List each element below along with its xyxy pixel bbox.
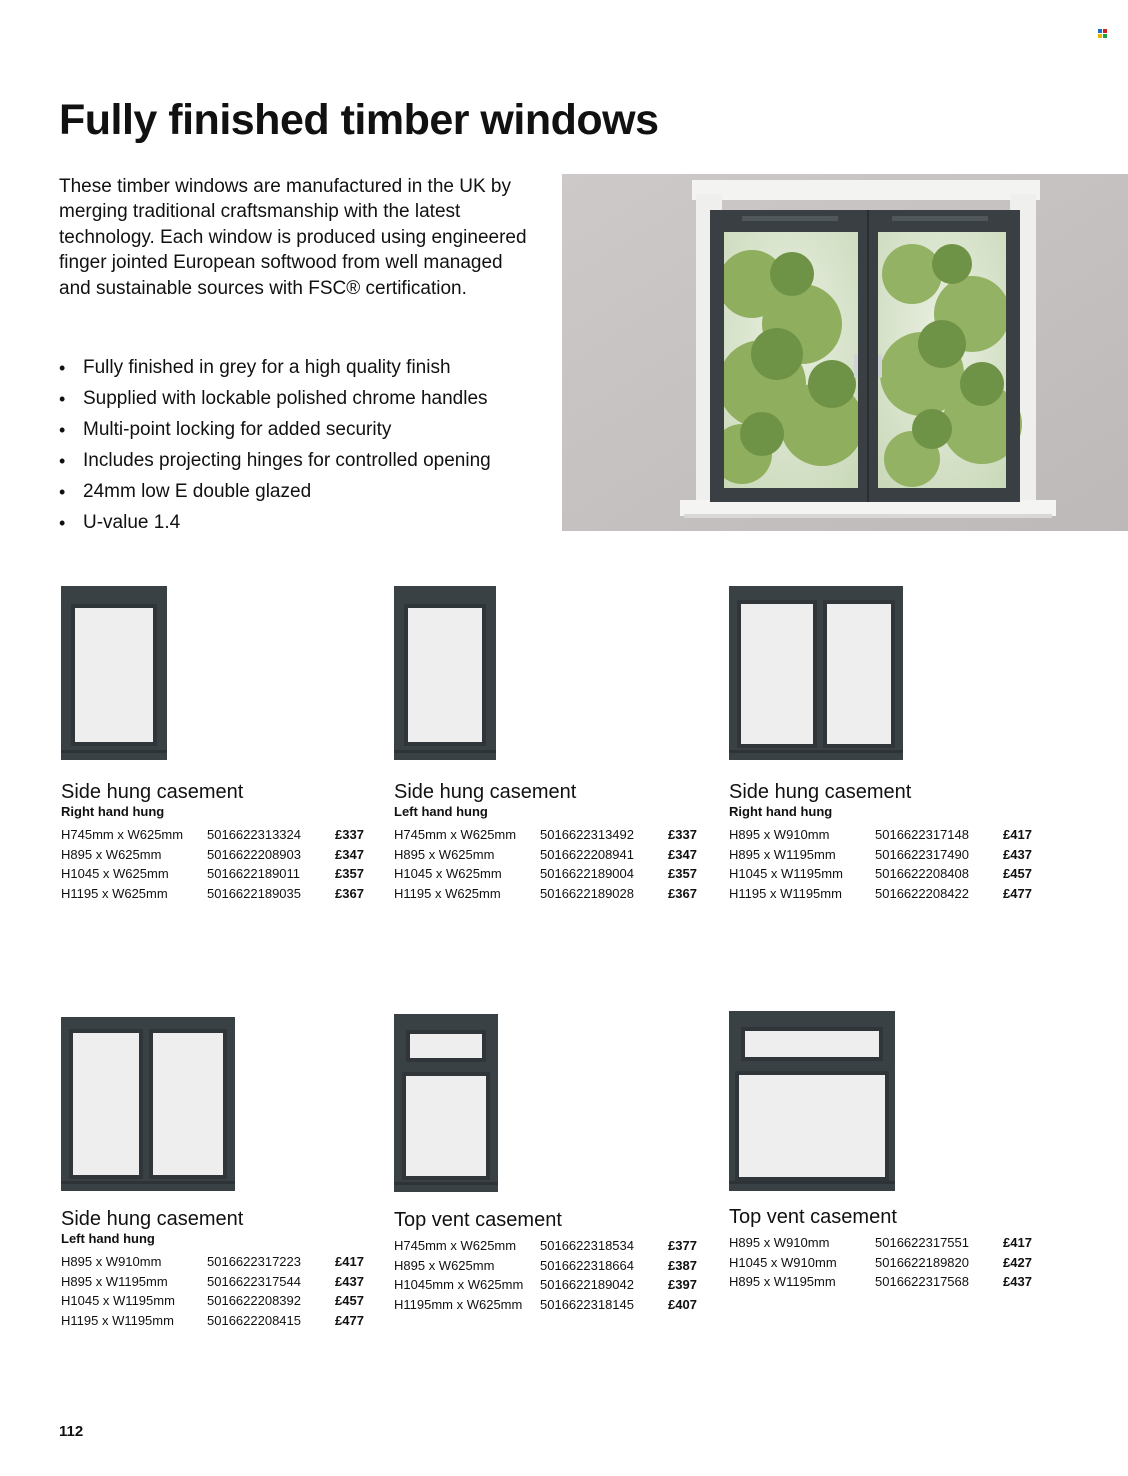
spec-table xyxy=(729,825,1032,903)
spec-table xyxy=(394,825,697,903)
price-cell: £417 xyxy=(1003,827,1032,843)
table-row xyxy=(61,1272,364,1292)
price-cell: £477 xyxy=(335,1312,364,1328)
product-side-hung-left-single xyxy=(394,586,724,903)
size-cell: H895 x W625mm xyxy=(394,846,495,862)
table-row xyxy=(394,1295,697,1315)
table-row xyxy=(729,1253,1032,1273)
product-name: Top vent casement xyxy=(394,1209,562,1231)
corner-color-mark xyxy=(1098,29,1107,38)
product-name: Side hung casement xyxy=(61,781,244,803)
table-row xyxy=(394,845,697,865)
size-cell: H1195 x W1195mm xyxy=(729,885,842,901)
spec-table xyxy=(61,1252,364,1330)
price-cell: £407 xyxy=(668,1296,697,1312)
product-top-vent-double xyxy=(729,1011,1059,1292)
code-cell: 5016622189042 xyxy=(540,1277,634,1293)
code-cell: 5016622318145 xyxy=(540,1296,634,1312)
product-top-vent-single xyxy=(394,1014,724,1314)
table-row xyxy=(394,1236,697,1256)
code-cell: 5016622317490 xyxy=(875,846,969,862)
code-cell: 5016622317544 xyxy=(207,1273,301,1289)
price-cell: £347 xyxy=(668,846,697,862)
price-cell: £417 xyxy=(1003,1235,1032,1251)
price-cell: £417 xyxy=(335,1254,364,1270)
price-cell: £477 xyxy=(1003,885,1032,901)
size-cell: H1045 x W910mm xyxy=(729,1254,837,1270)
page-number: 112 xyxy=(59,1423,84,1440)
size-cell: H895 x W1195mm xyxy=(729,846,836,862)
size-cell: H895 x W910mm xyxy=(729,1235,830,1251)
price-cell: £457 xyxy=(1003,866,1032,882)
price-cell: £337 xyxy=(668,827,697,843)
product-subtitle: Right hand hung xyxy=(729,804,833,819)
table-row xyxy=(61,1252,364,1272)
price-cell: £357 xyxy=(335,866,364,882)
table-row xyxy=(729,864,1032,884)
table-row xyxy=(394,864,697,884)
feature-item: • Supplied with lockable polished chrome handles xyxy=(59,385,491,416)
single-pane-window-icon xyxy=(394,586,498,762)
code-cell: 5016622317148 xyxy=(875,827,969,843)
top-vent-window-icon xyxy=(729,1011,897,1193)
feature-item: • Multi-point locking for added security xyxy=(59,416,491,447)
product-subtitle: Right hand hung xyxy=(61,804,165,819)
page-title: Fully finished timber windows xyxy=(59,96,659,144)
single-pane-window-icon xyxy=(61,586,169,762)
size-cell: H745mm x W625mm xyxy=(394,1238,517,1254)
size-cell: H1045 x W625mm xyxy=(394,866,502,882)
size-cell: H1045mm x W625mm xyxy=(394,1277,524,1293)
table-row xyxy=(394,1256,697,1276)
size-cell: H1045 x W625mm xyxy=(61,866,169,882)
product-name: Side hung casement xyxy=(394,781,577,803)
price-cell: £337 xyxy=(335,827,364,843)
code-cell: 5016622189011 xyxy=(207,866,301,882)
feature-item: • 24mm low E double glazed xyxy=(59,478,491,509)
table-row xyxy=(729,845,1032,865)
product-side-hung-right-double xyxy=(729,586,1059,903)
feature-item: • Includes projecting hinges for controlled opening xyxy=(59,447,491,478)
price-cell: £457 xyxy=(335,1293,364,1309)
product-name: Side hung casement xyxy=(61,1208,244,1230)
feature-item: • U-value 1.4 xyxy=(59,509,491,540)
size-cell: H895 x W625mm xyxy=(61,846,162,862)
code-cell: 5016622317568 xyxy=(875,1274,969,1290)
product-subtitle: Left hand hung xyxy=(394,804,488,819)
table-row xyxy=(394,884,697,904)
table-row xyxy=(394,1275,697,1295)
price-cell: £437 xyxy=(335,1273,364,1289)
price-cell: £437 xyxy=(1003,846,1032,862)
table-row xyxy=(61,825,364,845)
code-cell: 5016622208422 xyxy=(875,885,969,901)
size-cell: H1045 x W1195mm xyxy=(729,866,843,882)
size-cell: H895 x W1195mm xyxy=(729,1274,836,1290)
feature-list xyxy=(59,354,491,540)
code-cell: 5016622317223 xyxy=(207,1254,301,1270)
product-subtitle: Left hand hung xyxy=(61,1231,155,1246)
code-cell: 5016622189820 xyxy=(875,1254,969,1270)
code-cell: 5016622317551 xyxy=(875,1235,969,1251)
table-row xyxy=(61,845,364,865)
size-cell: H1195 x W625mm xyxy=(394,885,501,901)
code-cell: 5016622189028 xyxy=(540,885,634,901)
code-cell: 5016622313324 xyxy=(207,827,301,843)
table-row xyxy=(61,864,364,884)
price-cell: £437 xyxy=(1003,1274,1032,1290)
top-vent-window-icon xyxy=(394,1014,500,1194)
code-cell: 5016622318534 xyxy=(540,1238,634,1254)
double-pane-window-icon xyxy=(729,586,905,762)
price-cell: £377 xyxy=(668,1238,697,1254)
spec-table xyxy=(394,1236,697,1314)
table-row xyxy=(729,884,1032,904)
size-cell: H1195 x W1195mm xyxy=(61,1312,174,1328)
price-cell: £367 xyxy=(335,885,364,901)
size-cell: H745mm x W625mm xyxy=(394,827,517,843)
code-cell: 5016622208415 xyxy=(207,1312,301,1328)
spec-table xyxy=(729,1233,1032,1292)
size-cell: H895 x W910mm xyxy=(61,1254,162,1270)
code-cell: 5016622208408 xyxy=(875,866,969,882)
price-cell: £427 xyxy=(1003,1254,1032,1270)
feature-item: • Fully finished in grey for a high quality finish xyxy=(59,354,491,385)
table-row xyxy=(729,1272,1032,1292)
product-side-hung-left-double xyxy=(61,1017,391,1330)
price-cell: £387 xyxy=(668,1257,697,1273)
code-cell: 5016622208392 xyxy=(207,1293,301,1309)
double-pane-window-icon xyxy=(61,1017,237,1193)
spec-table xyxy=(61,825,364,903)
size-cell: H895 x W910mm xyxy=(729,827,830,843)
size-cell: H895 x W1195mm xyxy=(61,1273,168,1289)
table-row xyxy=(61,1311,364,1331)
product-side-hung-right-single xyxy=(61,586,391,903)
code-cell: 5016622189004 xyxy=(540,866,634,882)
price-cell: £357 xyxy=(668,866,697,882)
code-cell: 5016622318664 xyxy=(540,1257,634,1273)
size-cell: H1195mm x W625mm xyxy=(394,1296,523,1312)
price-cell: £367 xyxy=(668,885,697,901)
table-row xyxy=(729,1233,1032,1253)
table-row xyxy=(394,825,697,845)
size-cell: H895 x W625mm xyxy=(394,1257,495,1273)
code-cell: 5016622189035 xyxy=(207,885,301,901)
table-row xyxy=(61,1291,364,1311)
code-cell: 5016622208903 xyxy=(207,846,301,862)
table-row xyxy=(729,825,1032,845)
intro-paragraph: These timber windows are manufactured in the UK by merging traditional craftsmanship with the latest technology. Each window is produced using engineered finger jointed European softwood from well managed and sustainable sources with FSC® certification. xyxy=(59,176,527,299)
product-name: Side hung casement xyxy=(729,781,912,803)
window-photo xyxy=(562,174,1128,531)
size-cell: H745mm x W625mm xyxy=(61,827,184,843)
price-cell: £397 xyxy=(668,1277,697,1293)
product-name: Top vent casement xyxy=(729,1206,897,1228)
size-cell: H1045 x W1195mm xyxy=(61,1293,175,1309)
code-cell: 5016622208941 xyxy=(540,846,634,862)
size-cell: H1195 x W625mm xyxy=(61,885,168,901)
code-cell: 5016622313492 xyxy=(540,827,634,843)
table-row xyxy=(61,884,364,904)
price-cell: £347 xyxy=(335,846,364,862)
